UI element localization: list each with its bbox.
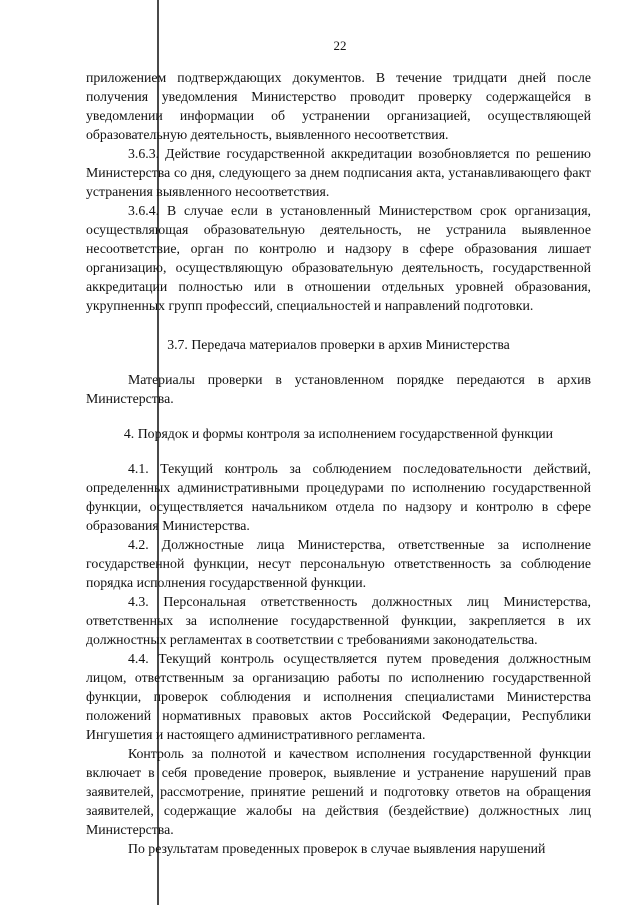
paragraph-4-4: 4.4. Текущий контроль осуществляется путем проведения должностным лицом, ответственным за организацию работы по исполнению государственной функции, проверок соблюдения и исполнения специалистами Министерства положений нормативных правовых актов Российской Федерации, Республики Ингушетия и настоящего административного регламента. <box>86 651 591 742</box>
document-body <box>86 68 591 858</box>
paragraph-3-6-3: 3.6.3. Действие государственной аккредитации возобновляется по решению Министерства со дня, следующего за днем подписания акта, устанавливающего факт устранения выявленного несоответствия. <box>86 146 591 199</box>
paragraph-4-2: 4.2. Должностные лица Министерства, ответственные за исполнение государственной функции, несут персональную ответственность за соблюдение порядка исполнения государственной функции. <box>86 537 591 590</box>
paragraph-3-6-4: 3.6.4. В случае если в установленный Министерством срок организация, осуществляющая образовательную деятельность, не устранила выявленное несоответствие, орган по контролю и надзору в сфере образования лишает организацию, осуществляющую образовательную деятельность, государственной аккредитации полностью или в отношении отдельных уровней образования, укрупненных групп профессий, специальностей и направлений подготовки. <box>86 203 591 313</box>
paragraph-archive: Материалы проверки в установленном порядке передаются в архив Министерства. <box>86 372 591 406</box>
paragraph-4-1: 4.1. Текущий контроль за соблюдением последовательности действий, определенных административными процедурами по исполнению государственной функции, осуществляется начальником отдела по надзору и контролю в сфере образования Министерства. <box>86 461 591 533</box>
page-number: 22 <box>333 38 347 53</box>
paragraph-4-3: 4.3. Персональная ответственность должностных лиц Министерства, ответственных за исполнение государственной функции, закрепляется в их должностных регламентах в соответствии с требованиями законодательства. <box>86 594 591 647</box>
section-heading-3-7: 3.7. Передача материалов проверки в архив Министерства <box>167 337 510 352</box>
paragraph-results: По результатам проведенных проверок в случае выявления нарушений <box>128 841 546 856</box>
paragraph-quality-control: Контроль за полнотой и качеством исполнения государственной функции включает в себя проведение проверок, выявление и устранение нарушений прав заявителей, рассмотрение, принятие решений и подготовку ответов на обращения заявителей, содержащие жалобы на действия (бездействие) должностных лиц Министерства. <box>86 746 591 837</box>
paragraph-continuation: приложением подтверждающих документов. В течение тридцати дней после получения уведомления Министерство проводит проверку содержащейся в уведомлении информации об устранении организацией, осуществляющей образовательную деятельность, выявленного несоответствия. <box>86 70 591 142</box>
section-heading-4: 4. Порядок и формы контроля за исполнением государственной функции <box>123 426 554 441</box>
